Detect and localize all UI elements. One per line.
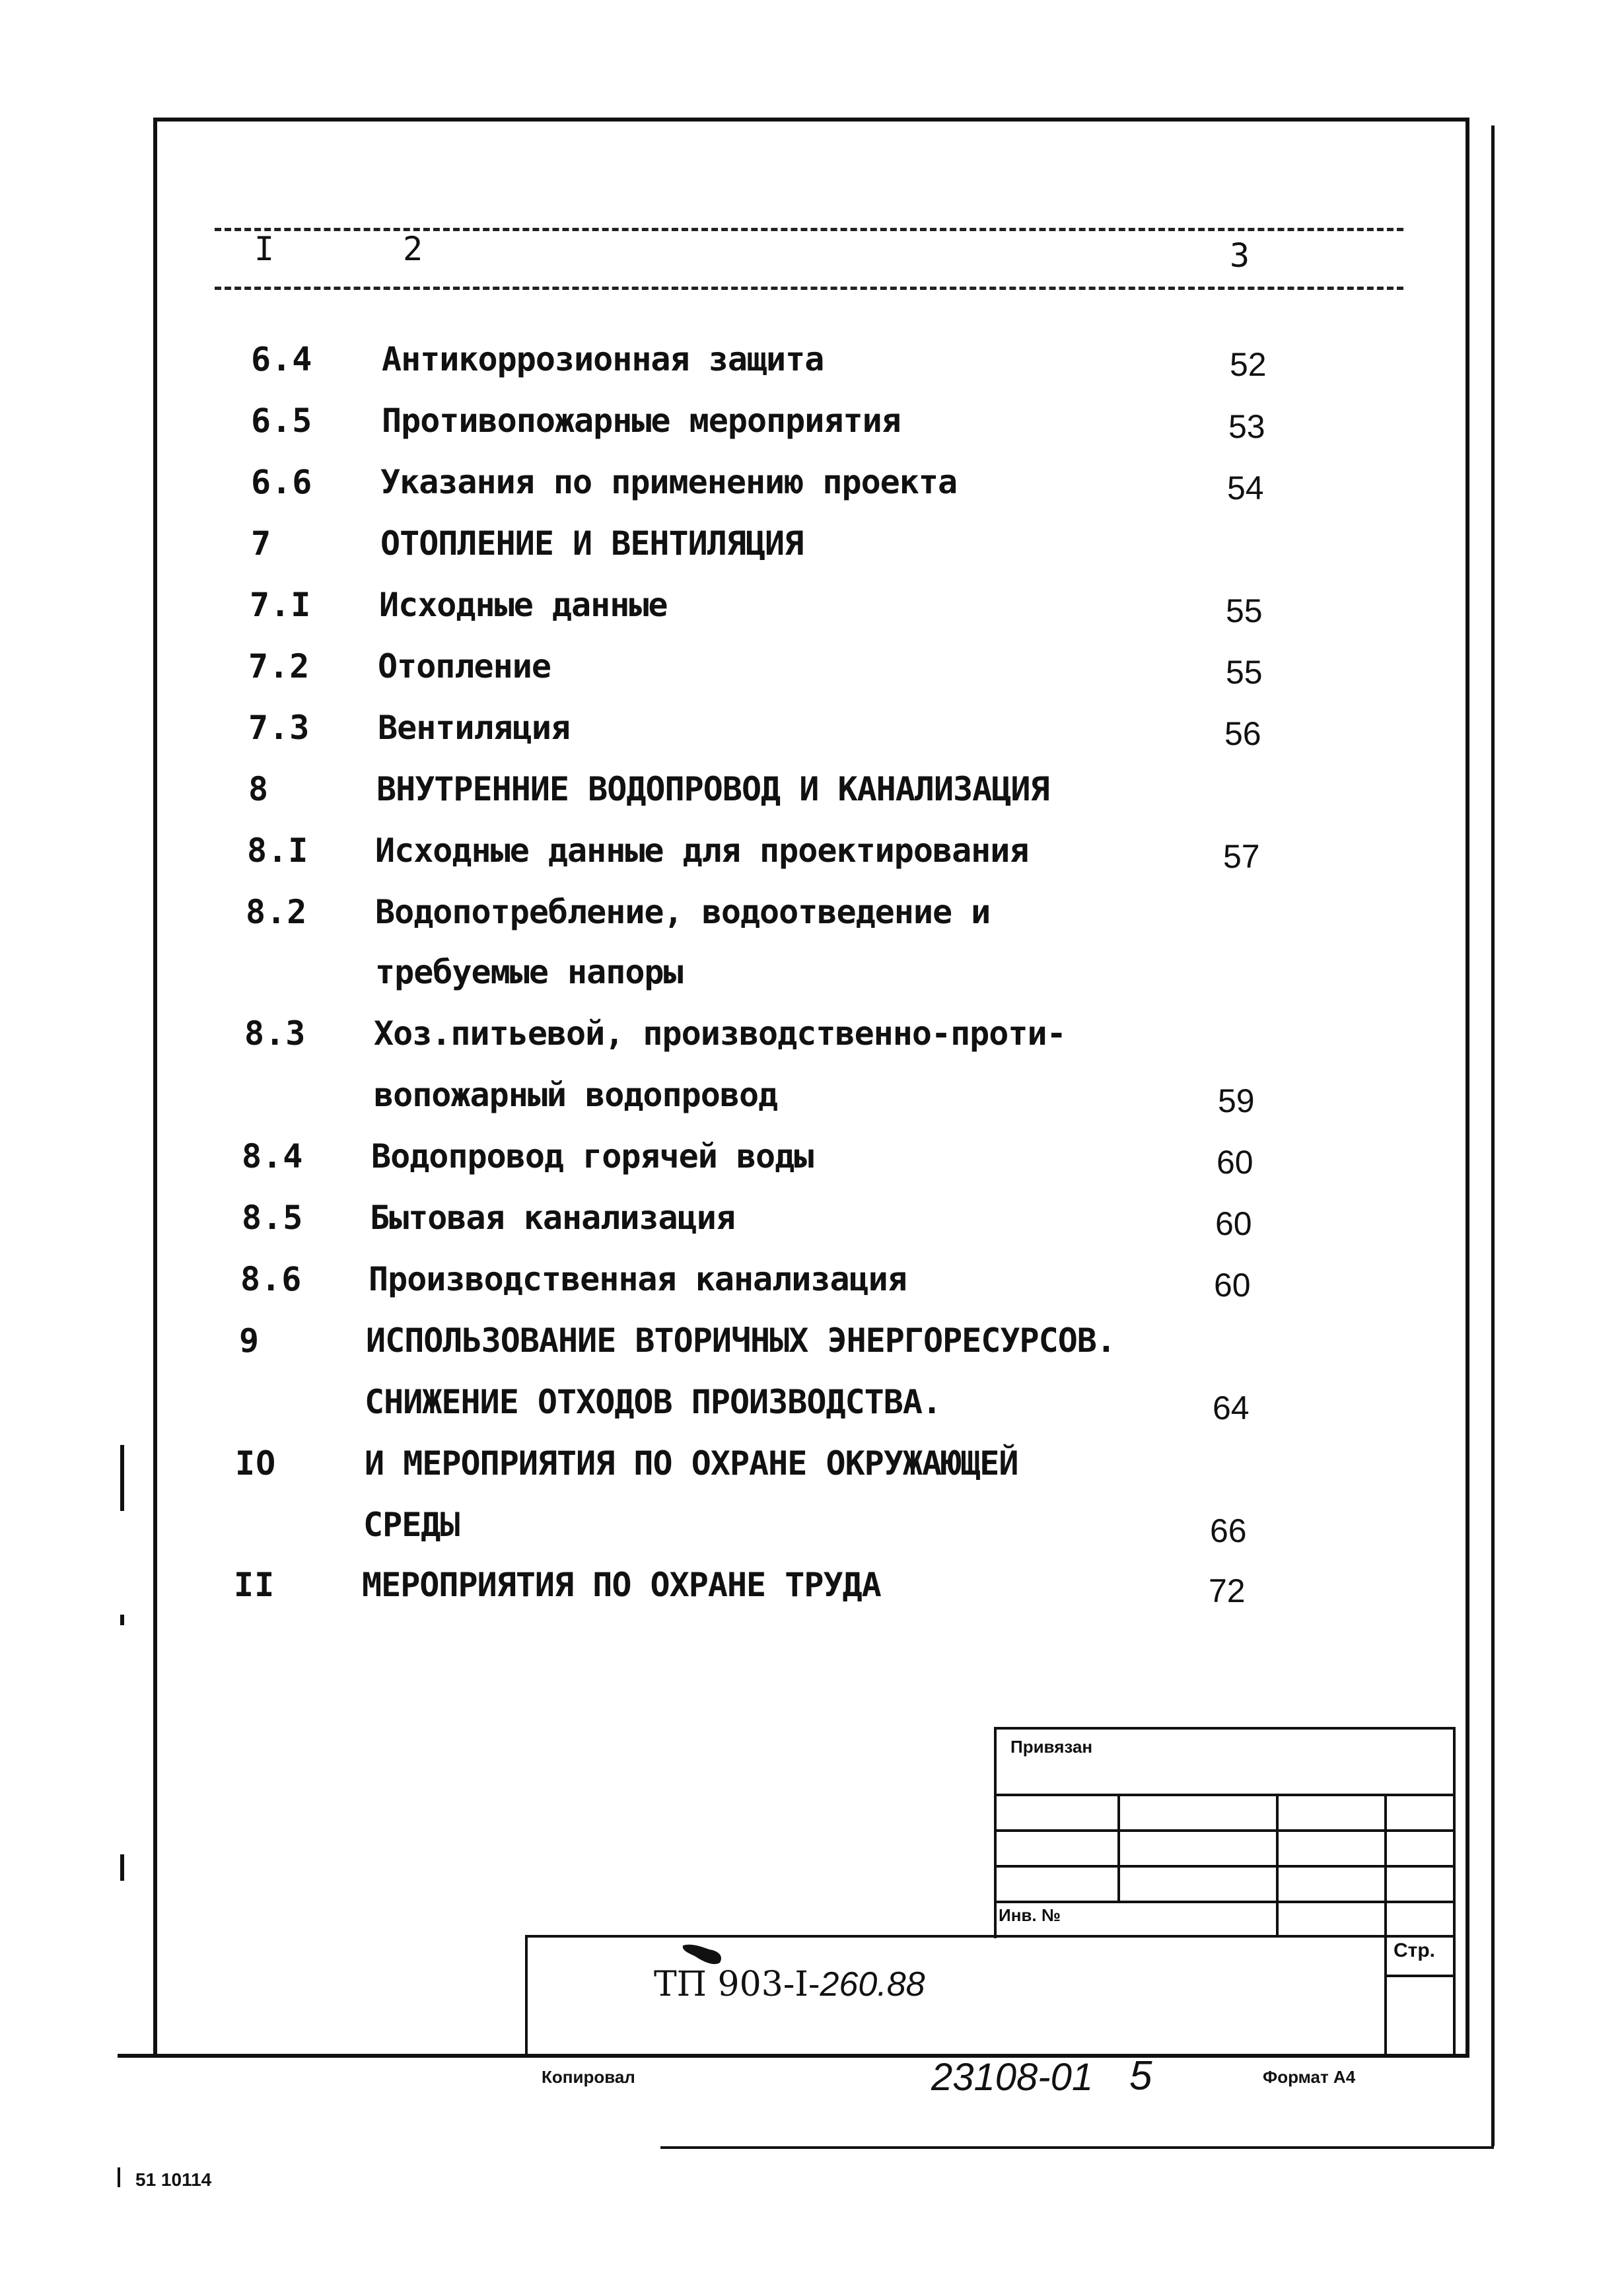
stamp-line xyxy=(1384,1975,1456,1977)
stamp-line xyxy=(994,1727,997,1938)
page-number-handwritten: 5 xyxy=(1129,2053,1152,2099)
section-number: 8.2 xyxy=(246,893,308,931)
section-number: 6.6 xyxy=(251,463,313,501)
section-number: 7.2 xyxy=(248,647,310,685)
page-number: 72 xyxy=(1209,1572,1246,1609)
section-title: требуемые напоры xyxy=(375,953,683,991)
page-number: 60 xyxy=(1215,1205,1252,1242)
section-number: II xyxy=(234,1566,275,1604)
margin-mark xyxy=(118,2167,120,2187)
section-title: Бытовая канализация xyxy=(370,1199,735,1237)
section-title: ВНУТРЕННИЕ ВОДОПРОВОД И КАНАЛИЗАЦИЯ xyxy=(376,770,1049,808)
format-label: Формат А4 xyxy=(1263,2067,1356,2087)
stamp-line xyxy=(1453,1727,1456,2057)
section-number: 7.I xyxy=(250,586,312,624)
section-title: Отопление xyxy=(378,647,551,685)
order-number: 23108-01 xyxy=(931,2056,1094,2099)
page-number: 66 xyxy=(1210,1512,1247,1549)
page-number: 60 xyxy=(1217,1144,1253,1181)
section-title: Водопотребление, водоотведение и xyxy=(375,893,991,931)
page-number: 54 xyxy=(1227,470,1264,507)
section-number: 7 xyxy=(251,524,272,563)
document-code xyxy=(654,1965,925,2004)
stamp-line xyxy=(1276,1794,1279,1936)
ink-blot xyxy=(680,1942,726,1968)
stamp-line xyxy=(1384,1794,1387,2054)
frame-right-inner xyxy=(1465,118,1469,2057)
section-title: Хоз.питьевой, производственно-проти- xyxy=(374,1014,1066,1053)
section-title: Вентиляция xyxy=(378,709,571,747)
sheet-label: Стр. xyxy=(1394,1940,1436,1961)
stamp-line xyxy=(1117,1794,1120,1903)
section-number: 6.5 xyxy=(251,402,313,440)
page-number: 59 xyxy=(1218,1082,1255,1119)
trim-bottom xyxy=(660,2146,1494,2149)
section-number: 9 xyxy=(239,1321,260,1360)
document-code-printed: ТП 903-I- xyxy=(654,1965,820,2004)
section-number: 7.3 xyxy=(248,709,310,747)
column-header-3: 3 xyxy=(1230,236,1250,275)
section-title: Исходные данные xyxy=(379,586,668,624)
page-number: 64 xyxy=(1213,1389,1250,1426)
page-number: 56 xyxy=(1224,715,1261,752)
section-title: СРЕДЫ xyxy=(363,1506,460,1544)
page-number: 53 xyxy=(1228,408,1265,445)
section-title: ИСПОЛЬЗОВАНИЕ ВТОРИЧНЫХ ЭНЕРГОРЕСУРСОВ. xyxy=(366,1321,1115,1360)
section-title: Противопожарные мероприятия xyxy=(382,402,901,440)
header-rule-top xyxy=(215,228,1403,231)
frame-top xyxy=(153,118,1469,122)
section-title: Антикоррозионная защита xyxy=(382,340,824,378)
section-title: Водопровод горячей воды xyxy=(371,1137,814,1175)
section-number: 8.3 xyxy=(244,1014,306,1053)
page-number: 57 xyxy=(1223,838,1260,875)
section-title: вопожарный водопровод xyxy=(374,1076,778,1114)
section-number: 8.6 xyxy=(240,1260,302,1298)
section-title: И МЕРОПРИЯТИЯ ПО ОХРАНЕ ОКРУЖАЮЩЕЙ xyxy=(365,1444,1018,1483)
frame-left xyxy=(153,118,157,2057)
inventory-number-label: Инв. № xyxy=(999,1905,1061,1925)
copied-by-label: Копировал xyxy=(542,2067,635,2087)
frame-right-outer xyxy=(1491,125,1495,2146)
section-number: 8.5 xyxy=(242,1199,304,1237)
section-title: Производственная канализация xyxy=(369,1260,907,1298)
section-title: ОТОПЛЕНИЕ И ВЕНТИЛЯЦИЯ xyxy=(380,524,804,563)
page-number: 55 xyxy=(1226,654,1263,691)
page-number: 52 xyxy=(1230,346,1267,383)
stamp-line xyxy=(525,1935,1456,1938)
section-number: 8 xyxy=(248,770,269,808)
page-number: 60 xyxy=(1214,1267,1251,1304)
margin-tick xyxy=(120,1615,124,1625)
section-title: Указания по применению проекта xyxy=(380,463,958,501)
section-number: 6.4 xyxy=(251,340,313,378)
privyazan-label: Привязан xyxy=(1010,1737,1093,1757)
margin-code: 51 10114 xyxy=(135,2169,212,2190)
section-title: СНИЖЕНИЕ ОТХОДОВ ПРОИЗВОДСТВА. xyxy=(365,1383,942,1421)
frame-bottom xyxy=(118,2054,1469,2058)
section-number: 8.4 xyxy=(242,1137,304,1175)
document-code-handwritten: 260.88 xyxy=(820,1965,925,2004)
section-number: 8.I xyxy=(247,831,309,870)
header-rule-bottom xyxy=(215,287,1403,290)
stamp-line xyxy=(994,1727,1456,1730)
section-number: IO xyxy=(235,1444,277,1483)
column-header-1: I xyxy=(254,230,275,268)
stamp-line xyxy=(525,1935,528,2057)
margin-tick xyxy=(120,1445,124,1511)
section-title: МЕРОПРИЯТИЯ ПО ОХРАНЕ ТРУДА xyxy=(362,1566,881,1604)
section-title: Исходные данные для проектирования xyxy=(375,831,1029,870)
margin-tick xyxy=(120,1854,124,1881)
column-header-2: 2 xyxy=(403,230,423,268)
page-number: 55 xyxy=(1226,592,1263,629)
